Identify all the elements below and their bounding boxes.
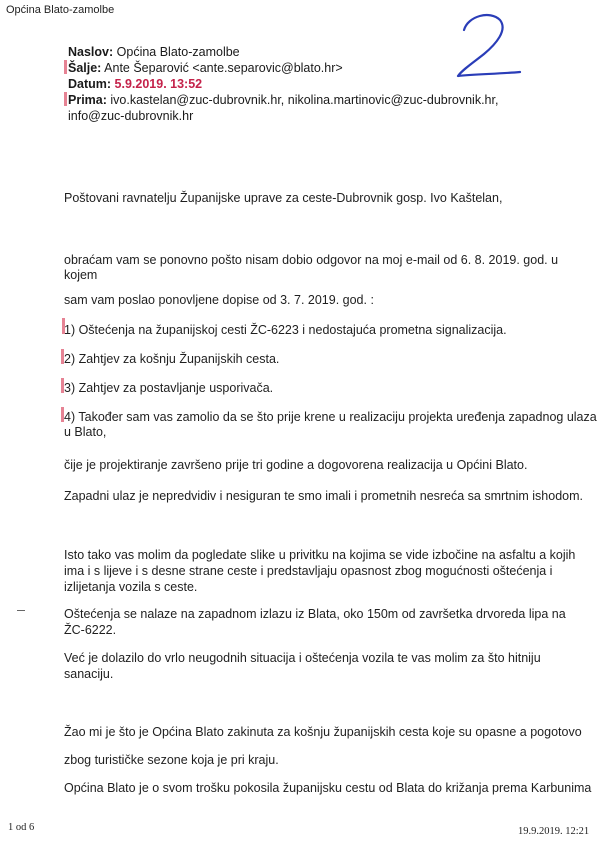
sender-row (68, 60, 568, 76)
recipients-row (68, 92, 538, 124)
paragraph: Zapadni ulaz je nepredvidiv i nesiguran te smo imali i prometnih nesreća sa smrtnim ishodom. (64, 489, 583, 503)
subject-row (68, 44, 568, 60)
list-item: 4) Također sam vas zamolio da se što prije krene u realizaciju projekta uređenja zapadnog ulaza (64, 410, 597, 424)
date-row (68, 76, 568, 92)
paragraph-line: ŽC-6222. (64, 623, 117, 637)
paragraph: Općina Blato je o svom trošku pokosila županijsku cestu od Blata do križanja prema Karbunima (64, 781, 592, 795)
paragraph: sam vam poslao ponovljene dopise od 3. 7. 2019. god. : (64, 293, 374, 307)
sender-label: Šalje: (68, 61, 102, 75)
paragraph-line: kojem (64, 268, 98, 282)
paragraph: čije je projektiranje završeno prije tri godine a dogovorena realizacija u Općini Blato. (64, 458, 528, 472)
paragraph-line: obraćam vam se ponovno pošto nisam dobio odgovor na moj e-mail od 6. 8. 2019. god. u (64, 253, 559, 267)
paragraph-line: Oštećenja se nalaze na zapadnom izlazu iz Blata, oko 150m od završetka drvoreda lipa na (64, 607, 566, 621)
greeting: Poštovani ravnatelju Županijske uprave za ceste-Dubrovnik gosp. Ivo Kaštelan, (64, 191, 503, 205)
recipients-label: Prima: (68, 93, 107, 107)
print-timestamp: 19.9.2019. 12:21 (518, 826, 590, 837)
red-pen-mark (64, 60, 67, 74)
list-item: 3) Zahtjev za postavljanje usporivača. (64, 381, 274, 395)
paragraph: zbog turističke sezone koja je pri kraju. (64, 753, 279, 767)
page-number: 1 od 6 (8, 822, 35, 833)
sender-value: Ante Šeparović <ante.separovic@blato.hr> (104, 61, 343, 75)
subject-value: Općina Blato-zamolbe (116, 45, 240, 59)
paragraph-line: izlijetanja vozila s ceste. (64, 580, 198, 594)
list-item: 2) Zahtjev za košnju Županijskih cesta. (64, 352, 280, 366)
paragraph-line: ima i s lijeve i s desne strane ceste i predstavljaju opasnost zbog mogućnosti oštećenja i (64, 564, 553, 578)
document-header-title: Općina Blato-zamolbe (6, 4, 115, 16)
paragraph-line: Već je dolazilo do vrlo neugodnih situacija i oštećenja vozila te vas molim za što hitniju (64, 651, 541, 665)
paragraph-line: Isto tako vas molim da pogledate slike u privitku na kojima se vide izbočine na asfaltu a kojih (64, 548, 576, 562)
paragraph-line: sanaciju. (64, 667, 114, 681)
red-pen-mark (64, 92, 67, 106)
list-item: u Blato, (64, 425, 107, 439)
email-metadata (68, 44, 568, 124)
margin-dash (17, 610, 25, 611)
paragraph: Žao mi je što je Općina Blato zakinuta za košnju županijskih cesta koje su opasne a pogotovo (64, 725, 582, 739)
recipients-value: ivo.kastelan@zuc-dubrovnik.hr, nikolina.martinovic@zuc-dubrovnik.hr, info@zuc-dubrovnik.hr (68, 93, 499, 123)
subject-label: Naslov: (68, 45, 114, 59)
date-value: 5.9.2019. 13:52 (114, 77, 203, 91)
date-label: Datum: (68, 77, 112, 91)
list-item: 1) Oštećenja na županijskoj cesti ŽC-6223 i nedostajuća prometna signalizacija. (64, 323, 507, 337)
